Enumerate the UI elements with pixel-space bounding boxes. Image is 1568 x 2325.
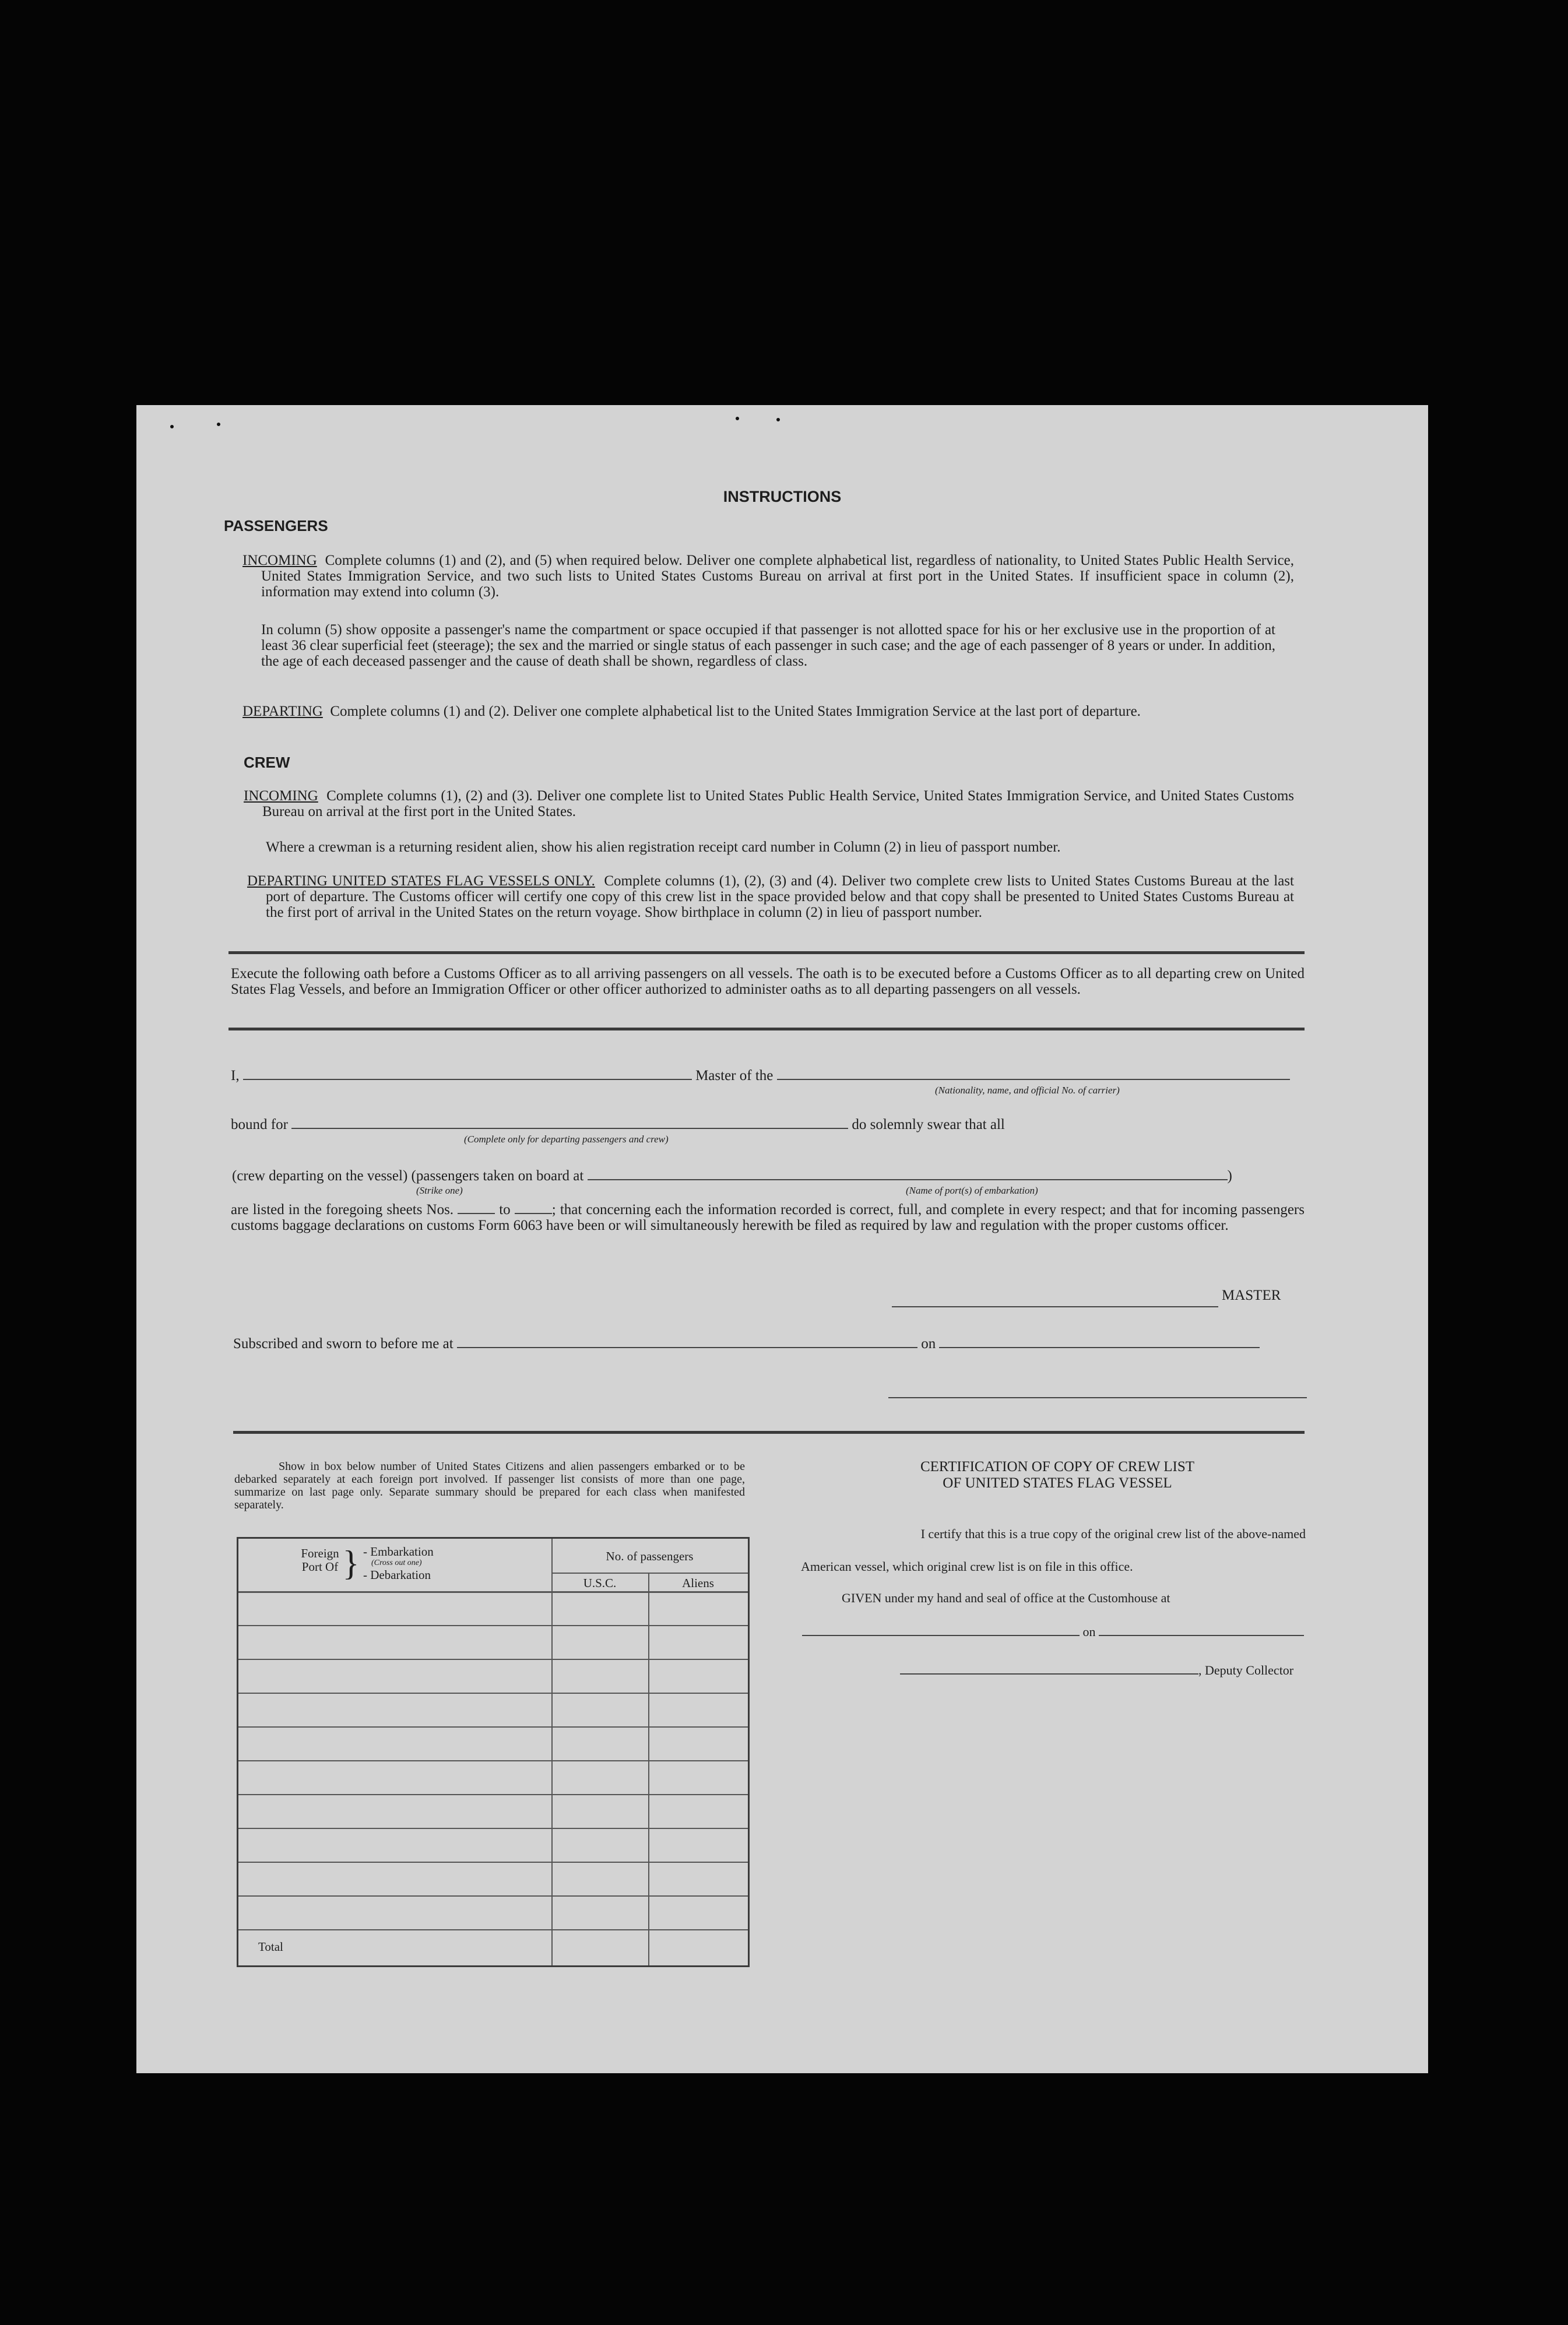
listed-rest: ; that concerning each the information recorded is correct, full, and complete in every respect; and that for incoming passengers customs baggage declarations on customs Form 6063 have been or will simultaneously herewith be filed as required by law and regulation with the proper customs officer. — [231, 1202, 1305, 1233]
officer-signature-field[interactable] — [888, 1396, 1307, 1398]
speck — [776, 418, 780, 421]
no-passengers-label: No. of passengers — [606, 1549, 694, 1563]
sworn-date-field[interactable] — [939, 1335, 1260, 1348]
crew-departing-option[interactable]: (crew departing on the vessel) — [232, 1168, 408, 1184]
header-divider — [238, 1591, 748, 1593]
customhouse-field[interactable] — [802, 1623, 1080, 1636]
passengers-departing-text: Complete columns (1) and (2). Deliver one complete alphabetical list to the United States Immigration Service at the last port of departure. — [330, 704, 1141, 719]
customhouse-line — [802, 1623, 1307, 1640]
speck — [736, 417, 739, 420]
table-row — [238, 1862, 748, 1863]
ports-caption: (Name of port(s) of embarkation) — [906, 1185, 1038, 1196]
column-divider — [551, 1539, 553, 1965]
certification-title-1: CERTIFICATION OF COPY OF CREW LIST — [920, 1459, 1195, 1475]
oath-instruction: Execute the following oath before a Customs Officer as to all arriving passengers on all vessels. The oath is to be executed before a Customs Officer as to all departing crew on United States Flag Vessels, and before an Immigration Officer or other officer authorized to administer oaths as to all departing passengers on all vessels. — [231, 966, 1305, 997]
deputy-label: , Deputy Collector — [1198, 1663, 1294, 1677]
section-divider — [228, 951, 1305, 954]
passengers-incoming-paragraph — [242, 553, 1294, 600]
oath-listed-paragraph — [231, 1201, 1305, 1233]
certification-date-field[interactable] — [1099, 1623, 1304, 1636]
document-page — [136, 405, 1428, 2073]
table-row — [238, 1929, 748, 1930]
oath-bound-line — [231, 1116, 1315, 1132]
crew-resident-paragraph: Where a crewman is a returning resident alien, show his alien registration receipt card number in Column (2) in lieu of passport number. — [266, 839, 1061, 855]
box-instruction: Show in box below number of United States Citizens and alien passengers embarked or to be debarked separately at each foreign port involved. If passenger list consists of more than one page, summarize on last page only. Separate summary should be prepared for each class when manifested separately. — [234, 1460, 745, 1511]
total-label: Total — [258, 1940, 283, 1954]
carrier-caption: (Nationality, name, and official No. of carrier) — [935, 1085, 1120, 1096]
debarkation-label[interactable]: - Debarkation — [363, 1568, 431, 1582]
embarkation-label[interactable]: - Embarkation — [363, 1545, 434, 1559]
master-signature-field[interactable] — [892, 1293, 1218, 1307]
certification-on-label: on — [1082, 1624, 1096, 1639]
subscribed-label: Subscribed and sworn to before me at — [233, 1336, 453, 1352]
sheets-to-field[interactable] — [515, 1201, 552, 1214]
table-row — [238, 1828, 748, 1829]
passengers-heading: PASSENGERS — [224, 517, 328, 534]
certify-line-1: I certify that this is a true copy of the original crew list of the above-named — [920, 1526, 1306, 1541]
table-row — [238, 1895, 748, 1897]
table-row — [238, 1726, 748, 1728]
crew-incoming-label: INCOMING — [244, 788, 318, 804]
master-name-field[interactable] — [243, 1067, 692, 1080]
oath-master-line — [231, 1067, 1315, 1084]
passengers-departing-label: DEPARTING — [242, 704, 323, 719]
section-divider — [228, 1028, 1305, 1030]
table-row — [238, 1794, 748, 1795]
swear-label: do solemnly swear that all — [852, 1117, 1005, 1132]
crew-heading: CREW — [244, 754, 290, 771]
passengers-incoming-text: Complete columns (1) and (2), and (5) when required below. Deliver one complete alphabetical list, regardless of nationality, to United States Public Health Service, United States Immigration Service, and two such lists to United States Customs Bureau on arrival at first port in the United States. If insufficient space in column (2), information may extend into column (3). — [261, 553, 1295, 600]
crew-departing-label: DEPARTING UNITED STATES FLAG VESSELS ONLY. — [247, 873, 595, 889]
table-row — [238, 1760, 748, 1761]
crew-departing-paragraph — [247, 873, 1294, 920]
sworn-on-label: on — [921, 1336, 936, 1352]
oath-embark-line — [232, 1167, 1316, 1184]
passengers-column5-paragraph: In column (5) show opposite a passenger's name the compartment or space occupied if that passenger is not allotted space for his or her exclusive use in the proportion of at least 36 clear superficial feet (steerage); the sex and the married or single status of each passenger in such case; and the age of each passenger of 8 years or under. In addition, the age of each deceased passenger and the cause of death shall be shown, regardless of class. — [261, 622, 1275, 669]
speck — [217, 423, 220, 426]
close-paren: ) — [1227, 1168, 1232, 1184]
usc-label: U.S.C. — [583, 1576, 617, 1590]
foreign-port-label: Foreign Port Of — [301, 1546, 339, 1574]
deputy-signature-field[interactable] — [900, 1662, 1198, 1675]
passenger-summary-table — [237, 1537, 750, 1967]
strike-caption: (Strike one) — [416, 1185, 463, 1196]
passengers-departing-paragraph — [242, 704, 1294, 719]
oath-i-label: I, — [231, 1068, 240, 1084]
passengers-option[interactable]: (passengers taken on board at — [411, 1168, 584, 1184]
sheets-from-field[interactable] — [458, 1201, 495, 1214]
bound-for-field[interactable] — [291, 1116, 848, 1129]
aliens-label: Aliens — [682, 1576, 714, 1590]
table-row — [238, 1659, 748, 1660]
embarkation-ports-field[interactable] — [588, 1167, 1228, 1180]
bound-caption: (Complete only for departing passengers and crew) — [464, 1134, 669, 1145]
master-of-label: Master of the — [695, 1068, 774, 1084]
row-divider — [551, 1573, 748, 1574]
certification-title-2: OF UNITED STATES FLAG VESSEL — [943, 1475, 1172, 1491]
subscribed-line — [233, 1335, 1317, 1352]
table-row — [238, 1693, 748, 1694]
speck — [170, 425, 174, 428]
carrier-field[interactable] — [777, 1067, 1290, 1080]
crew-incoming-paragraph — [244, 788, 1294, 819]
crew-incoming-text: Complete columns (1), (2) and (3). Deliver one complete list to United States Public Health Service, United States Immigration Service, and United States Customs Bureau on arrival at the first port in the United States. — [262, 788, 1295, 819]
master-label: MASTER — [1222, 1288, 1281, 1303]
brace-glyph: } — [342, 1544, 360, 1582]
deputy-line — [900, 1662, 1308, 1678]
certify-line-2: American vessel, which original crew list is on file in this office. — [801, 1559, 1133, 1574]
listed-start: are listed in the foregoing sheets Nos. — [231, 1202, 454, 1218]
table-row — [238, 1625, 748, 1626]
passengers-incoming-label: INCOMING — [242, 553, 317, 568]
section-divider — [233, 1431, 1305, 1434]
instructions-title: INSTRUCTIONS — [723, 488, 842, 505]
sworn-place-field[interactable] — [457, 1335, 917, 1348]
crew-departing-text: Complete columns (1), (2), (3) and (4). Deliver two complete crew lists to United States Customs Bureau at the last port of departure. The Customs officer will certify one copy of this crew list in the space provided below and that copy shall be presented to United States Customs Bureau at the first port of arrival in the United States on the return voyage. Show birthplace in column (2) in lieu of passport number. — [266, 873, 1294, 920]
column-divider — [648, 1573, 649, 1965]
cross-caption: (Cross out one) — [371, 1559, 422, 1567]
to-label: to — [499, 1202, 511, 1218]
bound-for-label: bound for — [231, 1117, 288, 1132]
given-line: GIVEN under my hand and seal of office at the Customhouse at — [842, 1591, 1170, 1605]
